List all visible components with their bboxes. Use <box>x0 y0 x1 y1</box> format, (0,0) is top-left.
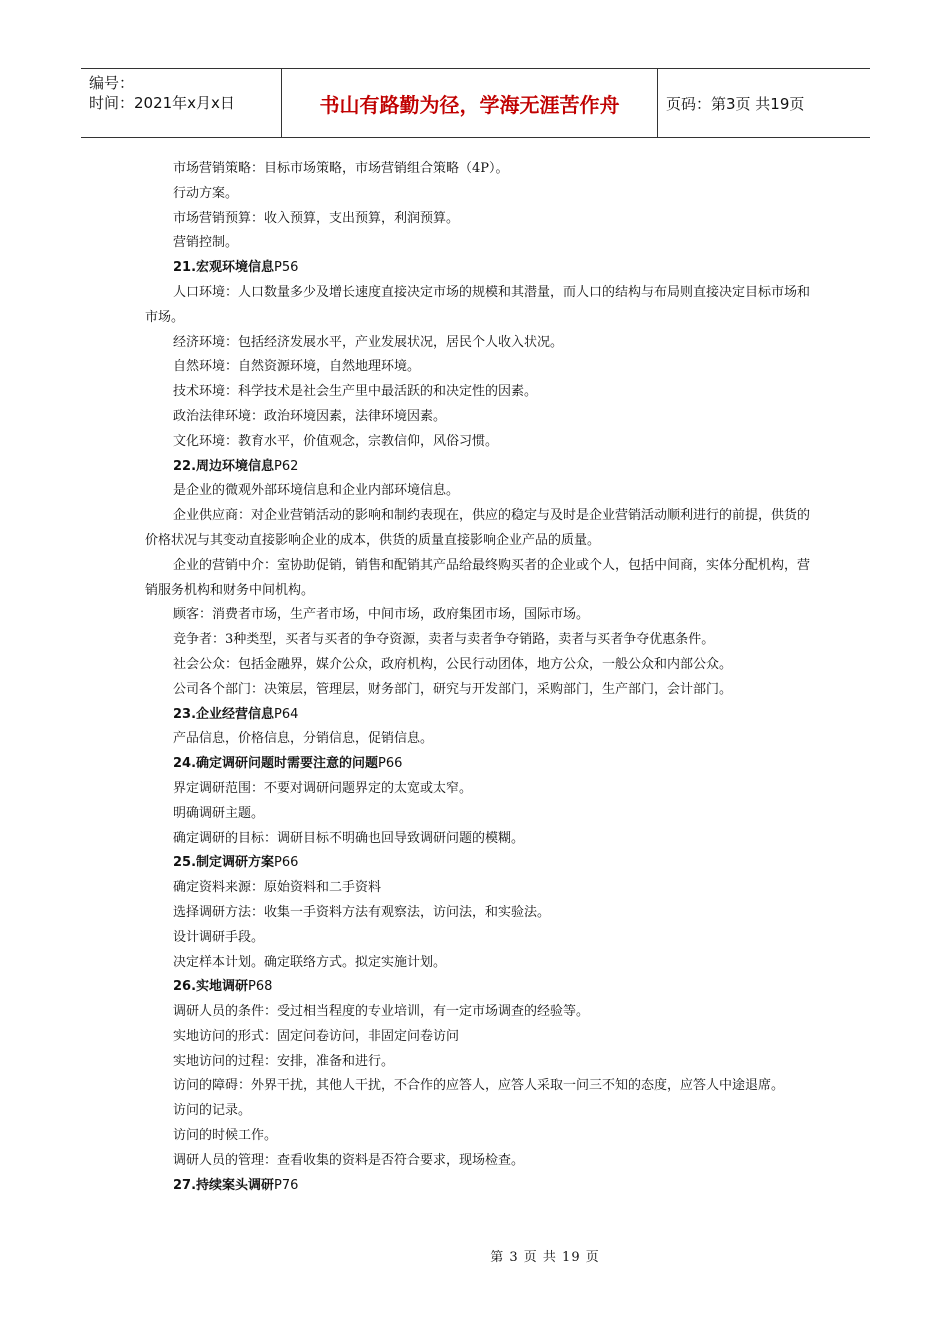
body-paragraph: 调研人员的管理：查看收集的资料是否符合要求，现场检查。 <box>173 1152 525 1168</box>
section-heading-title: 24.确定调研问题时需要注意的问题 <box>173 756 379 772</box>
section-heading-title: 26.实地调研 <box>173 979 249 995</box>
header-page-info: 页码：第3页 共19页 <box>666 94 805 113</box>
section-heading <box>145 256 810 281</box>
body-paragraph: 界定调研范围：不要对调研问题界定的太宽或太窄。 <box>173 780 473 796</box>
section-heading-title: 25.制定调研方案 <box>173 855 275 871</box>
body-paragraph: 企业供应商：对企业营销活动的影响和制约表现在，供应的稳定与及时是企业营销活动顺利进行的前提，供货的价格状况与其变动直接影响企业的成本，供货的质量直接影响企业产品的质量。 <box>145 508 811 548</box>
body-paragraph: 企业的营销中介：室协助促销，销售和配销其产品给最终购买者的企业或个人，包括中间商，实体分配机构，营销服务机构和财务中间机构。 <box>145 557 811 598</box>
section-heading-page-ref: P64 <box>274 706 299 722</box>
section-heading-page-ref: P66 <box>378 756 403 772</box>
body-paragraph: 确定资料来源：原始资料和二手资料 <box>173 880 382 896</box>
section-heading-title: 21.宏观环境信息 <box>173 260 275 276</box>
body-paragraph: 实地访问的形式：固定问卷访问，非固定问卷访问 <box>173 1028 460 1044</box>
body-paragraph: 产品信息，价格信息，分销信息，促销信息。 <box>173 731 434 747</box>
body-paragraph: 竞争者：3种类型，买者与买者的争夺资源，卖者与卖者争夺销路，卖者与买者争夺优惠条件。 <box>173 632 715 648</box>
body-paragraph: 公司各个部门：决策层，管理层，财务部门，研究与开发部门，采购部门，生产部门，会计部门。 <box>173 681 733 697</box>
body-paragraph: 政治法律环境：政治环境因素，法律环境因素。 <box>173 408 447 424</box>
section-heading <box>145 851 810 876</box>
body-paragraph: 访问的记录。 <box>173 1103 252 1119</box>
body-paragraph: 访问的障碍：外界干扰，其他人干扰，不合作的应答人，应答人采取一问三不知的态度，应答人中途退席。 <box>173 1078 785 1094</box>
body-paragraph: 自然环境：自然资源环境，自然地理环境。 <box>173 359 421 375</box>
section-heading-page-ref: P68 <box>248 979 273 995</box>
section-heading-page-ref: P56 <box>274 260 299 276</box>
body-paragraph: 选择调研方法：收集一手资料方法有观察法，访问法，和实验法。 <box>173 904 551 920</box>
body-paragraph: 经济环境：包括经济发展水平，产业发展状况，居民个人收入状况。 <box>173 334 564 350</box>
section-heading <box>145 975 810 1000</box>
header-motto: 书山有路勤为径，学海无涯苦作舟 <box>282 69 658 137</box>
page-header <box>81 68 870 138</box>
page-footer <box>0 1246 950 1265</box>
body-paragraph: 确定调研的目标：调研目标不明确也回导致调研问题的模糊。 <box>173 830 525 846</box>
number-label: 编号： <box>89 74 135 92</box>
body-paragraph: 调研人员的条件：受过相当程度的专业培训，有一定市场调查的经验等。 <box>173 1004 590 1020</box>
document-body <box>145 157 810 1198</box>
section-heading <box>145 455 810 480</box>
section-heading-title: 27.持续案头调研 <box>173 1177 275 1193</box>
section-heading-title: 22.周边环境信息 <box>173 458 275 474</box>
body-paragraph: 设计调研手段。 <box>173 929 265 945</box>
body-paragraph: 人口环境：人口数量多少及增长速度直接决定市场的规模和其潜量，而人口的结构与布局则直接决定目标市场和市场。 <box>145 284 811 325</box>
body-paragraph: 实地访问的过程：安排，准备和进行。 <box>173 1053 395 1069</box>
body-paragraph: 市场营销预算：收入预算，支出预算，利润预算。 <box>173 210 460 226</box>
body-paragraph: 市场营销策略：目标市场策略，市场营销组合策略（4P）。 <box>173 161 509 176</box>
section-heading-title: 23.企业经营信息 <box>173 706 275 722</box>
section-heading <box>145 1174 810 1199</box>
body-paragraph: 文化环境：教育水平，价值观念，宗教信仰，风俗习惯。 <box>173 433 499 449</box>
section-heading-page-ref: P66 <box>274 855 299 871</box>
body-paragraph: 行动方案。 <box>173 185 239 201</box>
body-paragraph: 社会公众：包括金融界，媒介公众，政府机构，公民行动团体，地方公众，一般公众和内部公众。 <box>173 656 733 672</box>
footer-page-number: 第 3 页 共 19 页 <box>490 1250 600 1265</box>
header-meta <box>81 69 282 137</box>
section-heading-page-ref: P76 <box>274 1177 299 1193</box>
body-paragraph: 明确调研主题。 <box>173 805 265 821</box>
section-heading-page-ref: P62 <box>274 458 299 474</box>
body-paragraph: 是企业的微观外部环境信息和企业内部环境信息。 <box>173 483 460 499</box>
body-paragraph: 技术环境：科学技术是社会生产里中最活跃的和决定性的因素。 <box>173 384 538 400</box>
body-paragraph: 营销控制。 <box>173 235 239 251</box>
section-heading <box>145 752 810 777</box>
body-paragraph: 顾客：消费者市场，生产者市场，中间市场，政府集团市场，国际市场。 <box>173 607 590 623</box>
time-label: 时间：2021年x月x日 <box>89 94 235 112</box>
body-paragraph: 决定样本计划。确定联络方式。拟定实施计划。 <box>173 954 447 970</box>
body-paragraph: 访问的时候工作。 <box>173 1128 278 1144</box>
section-heading <box>145 703 810 728</box>
